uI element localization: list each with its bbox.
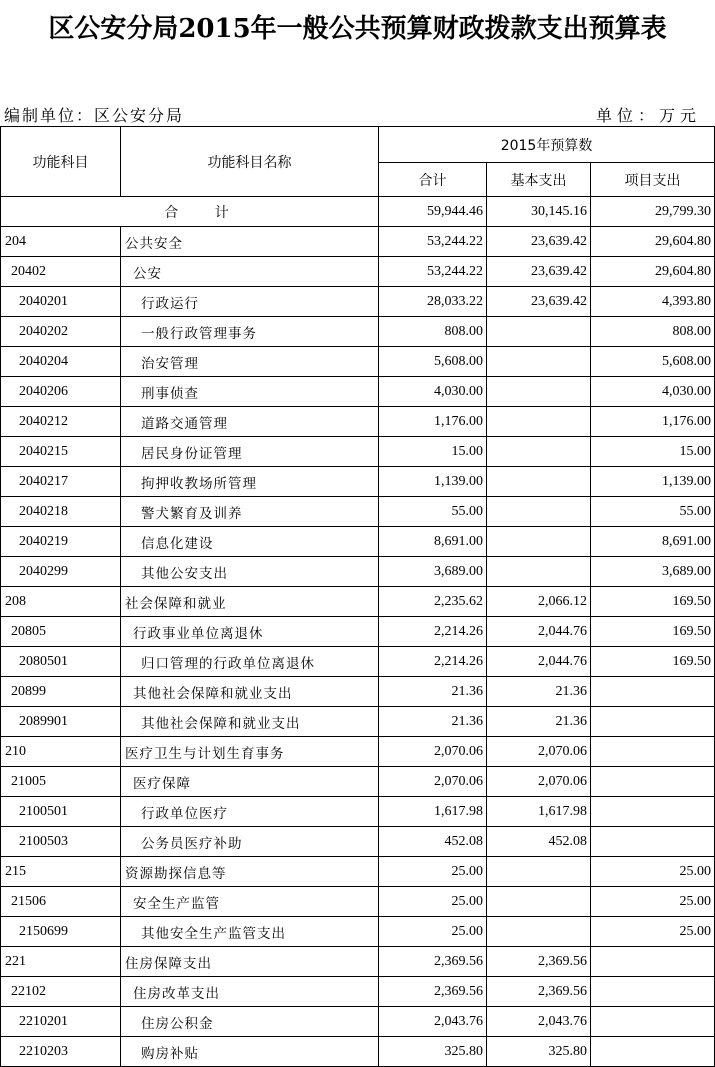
row-code: 2040204 [1,347,121,377]
row-total: 2,369.56 [379,947,487,977]
row-basic [487,917,591,947]
table-row [1,347,715,377]
row-name: 其他社会保障和就业支出 [121,677,379,707]
row-name: 购房补贴 [121,1037,379,1067]
table-row [1,257,715,287]
row-basic: 2,369.56 [487,977,591,1007]
row-basic [487,857,591,887]
row-project: 29,604.80 [591,257,715,287]
row-project: 3,689.00 [591,557,715,587]
row-project [591,767,715,797]
row-code: 2100503 [1,827,121,857]
row-project: 25.00 [591,917,715,947]
row-project: 55.00 [591,497,715,527]
row-basic: 21.36 [487,707,591,737]
header-code: 功能科目 [1,127,121,197]
row-project [591,677,715,707]
table-row [1,287,715,317]
row-project: 25.00 [591,887,715,917]
table-row [1,767,715,797]
row-name: 住房改革支出 [121,977,379,1007]
row-name: 公安 [121,257,379,287]
table-row [1,377,715,407]
row-project [591,797,715,827]
row-basic: 2,066.12 [487,587,591,617]
row-code: 221 [1,947,121,977]
table-row [1,857,715,887]
total-project: 29,799.30 [591,197,715,227]
row-name: 道路交通管理 [121,407,379,437]
row-total: 325.80 [379,1037,487,1067]
table-row [1,227,715,257]
row-code: 21506 [1,887,121,917]
row-project: 169.50 [591,647,715,677]
row-total: 55.00 [379,497,487,527]
row-project [591,737,715,767]
row-name: 社会保障和就业 [121,587,379,617]
row-basic: 21.36 [487,677,591,707]
total-label: 合 计 [1,197,379,227]
row-basic: 2,070.06 [487,767,591,797]
table-row [1,437,715,467]
row-name: 安全生产监管 [121,887,379,917]
header-budget: 2015年预算数 [379,127,715,163]
table-row [1,947,715,977]
row-project [591,1037,715,1067]
row-name: 行政运行 [121,287,379,317]
row-code: 20899 [1,677,121,707]
table-row [1,737,715,767]
table-row [1,707,715,737]
row-code: 2210203 [1,1037,121,1067]
row-basic: 325.80 [487,1037,591,1067]
compiling-unit: 编制单位：区公安分局 [4,106,185,125]
page-title: 区公安分局2015年一般公共预算财政拨款支出预算表 [48,14,667,44]
row-name: 其他公安支出 [121,557,379,587]
row-total: 2,214.26 [379,617,487,647]
row-name: 治安管理 [121,347,379,377]
row-basic: 23,639.42 [487,227,591,257]
row-code: 22102 [1,977,121,1007]
row-total: 2,043.76 [379,1007,487,1037]
row-code: 2040202 [1,317,121,347]
row-project: 15.00 [591,437,715,467]
row-basic [487,527,591,557]
row-project: 1,139.00 [591,467,715,497]
row-total: 1,617.98 [379,797,487,827]
table-row [1,497,715,527]
table-row [1,647,715,677]
row-basic [487,377,591,407]
row-name: 其他社会保障和就业支出 [121,707,379,737]
row-code: 21005 [1,767,121,797]
row-code: 2080501 [1,647,121,677]
row-total: 2,235.62 [379,587,487,617]
total-amount: 59,944.46 [379,197,487,227]
row-code: 208 [1,587,121,617]
row-total: 2,070.06 [379,767,487,797]
row-basic [487,317,591,347]
row-project: 4,030.00 [591,377,715,407]
row-basic [487,497,591,527]
row-code: 2040212 [1,407,121,437]
row-code: 2210201 [1,1007,121,1037]
row-project: 1,176.00 [591,407,715,437]
row-name: 公共安全 [121,227,379,257]
row-basic [487,407,591,437]
row-basic: 2,070.06 [487,737,591,767]
table-row [1,587,715,617]
row-basic [487,437,591,467]
row-project: 29,604.80 [591,227,715,257]
currency-unit: 单位：万元 [595,106,701,125]
row-name: 资源勘探信息等 [121,857,379,887]
row-total: 25.00 [379,857,487,887]
table-row [1,617,715,647]
row-total: 8,691.00 [379,527,487,557]
row-name: 医疗卫生与计划生育事务 [121,737,379,767]
row-name: 一般行政管理事务 [121,317,379,347]
row-basic: 2,044.76 [487,647,591,677]
table-row [1,1037,715,1067]
row-total: 3,689.00 [379,557,487,587]
row-basic [487,557,591,587]
table-row [1,467,715,497]
header-total: 合计 [379,163,487,197]
row-code: 2100501 [1,797,121,827]
total-row [1,197,715,227]
row-total: 452.08 [379,827,487,857]
row-basic: 2,044.76 [487,617,591,647]
row-total: 1,139.00 [379,467,487,497]
row-project: 25.00 [591,857,715,887]
row-project [591,827,715,857]
row-basic: 23,639.42 [487,257,591,287]
table-row [1,557,715,587]
row-name: 刑事侦查 [121,377,379,407]
row-basic [487,467,591,497]
row-total: 53,244.22 [379,257,487,287]
row-name: 归口管理的行政单位离退休 [121,647,379,677]
row-project: 169.50 [591,587,715,617]
budget-table [0,126,715,1067]
row-name: 住房公积金 [121,1007,379,1037]
table-row [1,527,715,557]
table-row [1,1007,715,1037]
row-name: 医疗保障 [121,767,379,797]
row-total: 2,214.26 [379,647,487,677]
row-basic [487,887,591,917]
table-row [1,317,715,347]
row-total: 21.36 [379,677,487,707]
row-name: 信息化建设 [121,527,379,557]
row-name: 行政单位医疗 [121,797,379,827]
row-code: 2040218 [1,497,121,527]
row-code: 2040201 [1,287,121,317]
row-name: 住房保障支出 [121,947,379,977]
row-code: 20402 [1,257,121,287]
table-row [1,827,715,857]
row-code: 2150699 [1,917,121,947]
row-project: 169.50 [591,617,715,647]
header-name: 功能科目名称 [121,127,379,197]
row-basic: 452.08 [487,827,591,857]
row-total: 15.00 [379,437,487,467]
table-row [1,797,715,827]
row-total: 5,608.00 [379,347,487,377]
row-total: 4,030.00 [379,377,487,407]
row-code: 204 [1,227,121,257]
table-row [1,407,715,437]
row-total: 53,244.22 [379,227,487,257]
row-code: 20805 [1,617,121,647]
row-code: 210 [1,737,121,767]
row-project: 8,691.00 [591,527,715,557]
row-project [591,947,715,977]
header-basic: 基本支出 [487,163,591,197]
row-code: 2040215 [1,437,121,467]
row-name: 居民身份证管理 [121,437,379,467]
row-basic: 23,639.42 [487,287,591,317]
row-total: 28,033.22 [379,287,487,317]
row-basic: 2,043.76 [487,1007,591,1037]
row-code: 2089901 [1,707,121,737]
row-project [591,977,715,1007]
row-code: 215 [1,857,121,887]
row-name: 公务员医疗补助 [121,827,379,857]
table-row [1,887,715,917]
row-name: 其他安全生产监管支出 [121,917,379,947]
row-project [591,707,715,737]
row-project: 5,608.00 [591,347,715,377]
table-row [1,977,715,1007]
row-name: 行政事业单位离退休 [121,617,379,647]
row-code: 2040219 [1,527,121,557]
row-name: 警犬繁育及训养 [121,497,379,527]
row-total: 2,070.06 [379,737,487,767]
row-project: 4,393.80 [591,287,715,317]
row-basic: 1,617.98 [487,797,591,827]
row-total: 21.36 [379,707,487,737]
row-total: 1,176.00 [379,407,487,437]
row-total: 25.00 [379,887,487,917]
row-total: 2,369.56 [379,977,487,1007]
row-name: 拘押收教场所管理 [121,467,379,497]
table-row [1,677,715,707]
total-basic: 30,145.16 [487,197,591,227]
row-project: 808.00 [591,317,715,347]
row-total: 808.00 [379,317,487,347]
row-basic [487,347,591,377]
row-code: 2040206 [1,377,121,407]
row-basic: 2,369.56 [487,947,591,977]
row-total: 25.00 [379,917,487,947]
table-row [1,917,715,947]
row-code: 2040299 [1,557,121,587]
header-project: 项目支出 [591,163,715,197]
row-project [591,1007,715,1037]
row-code: 2040217 [1,467,121,497]
